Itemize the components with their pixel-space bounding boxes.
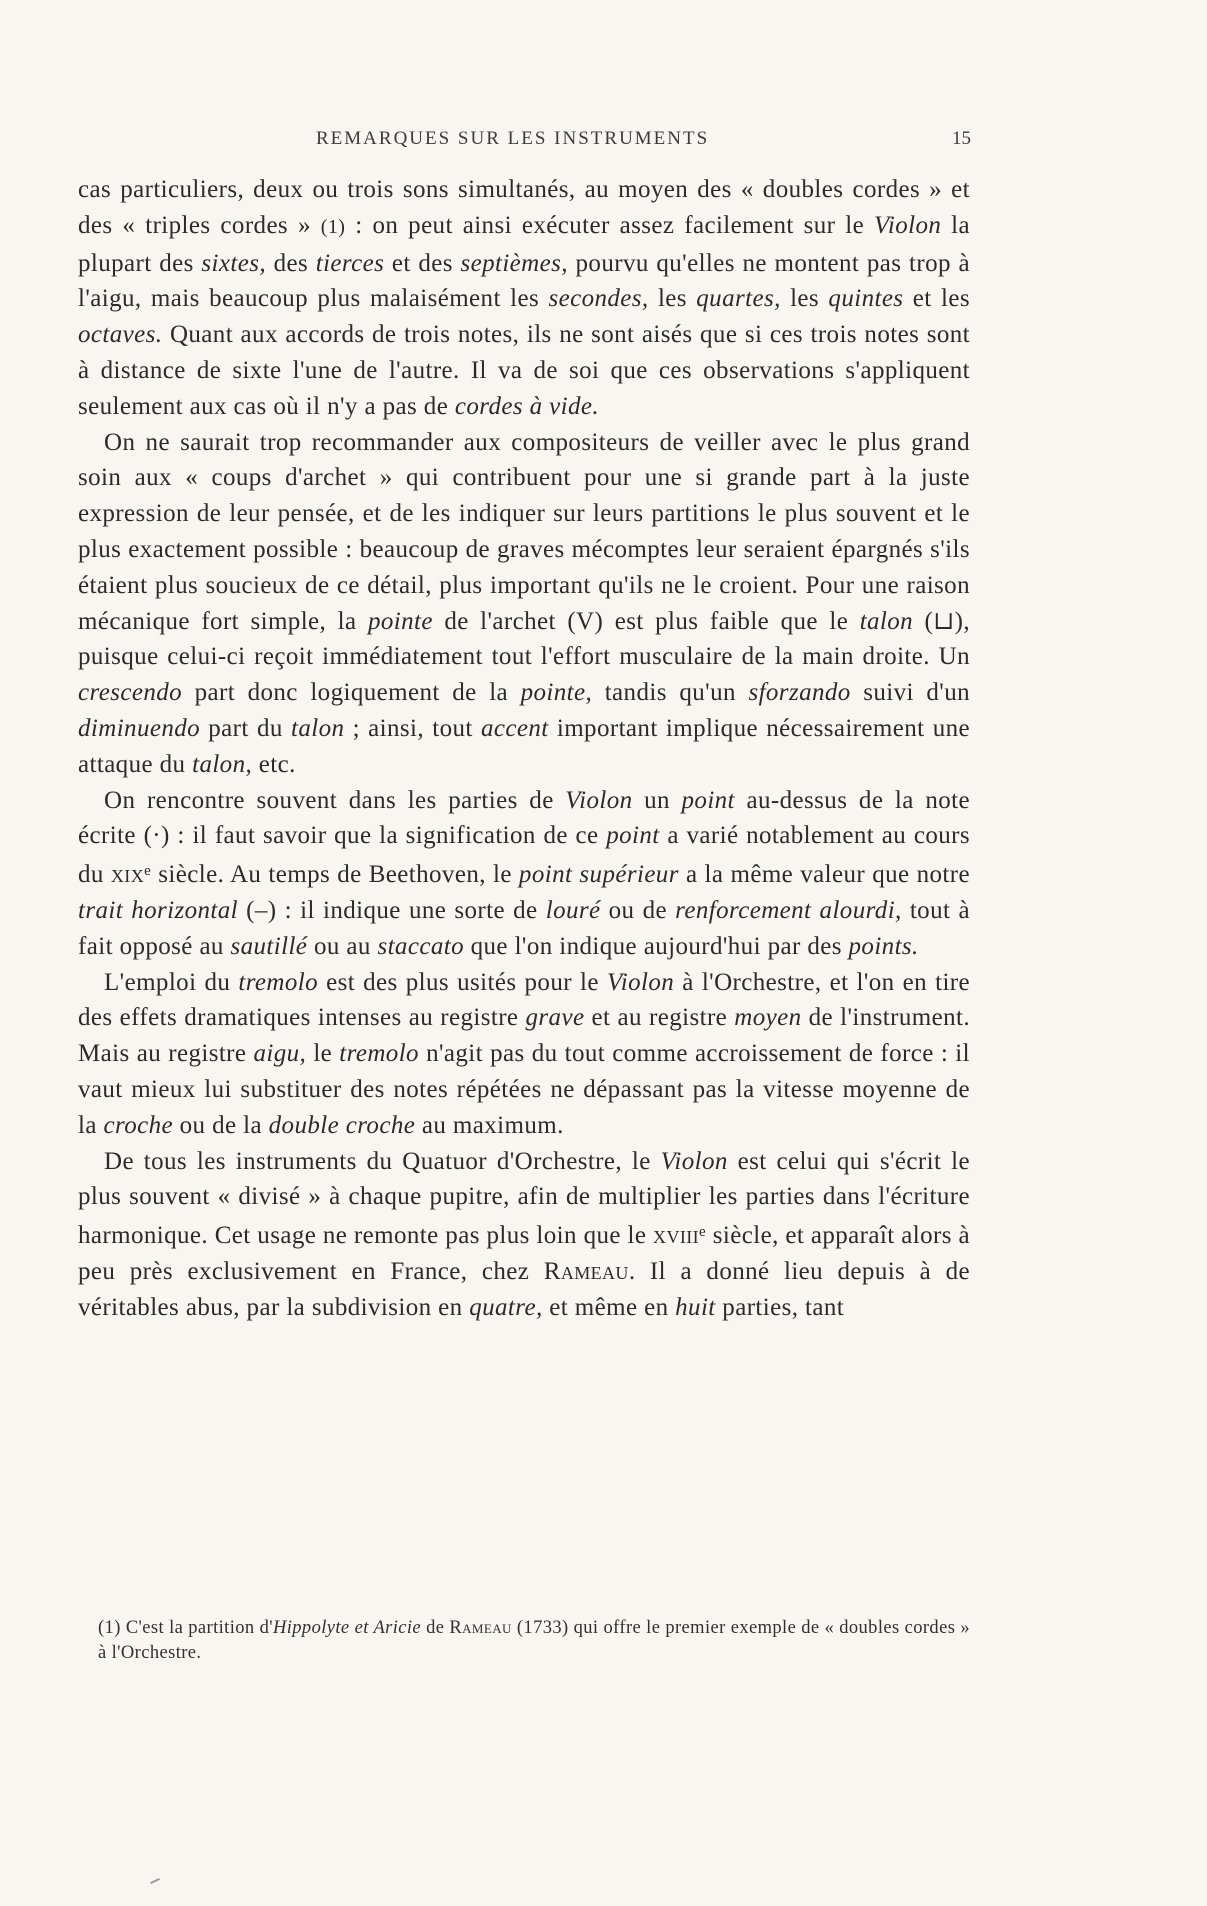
small-caps-text: Rameau xyxy=(449,1618,512,1638)
paragraph xyxy=(78,1144,970,1326)
text-run: L'emploi du xyxy=(104,968,239,996)
italic-term: talon xyxy=(290,714,345,742)
italic-term: octaves. xyxy=(78,321,163,349)
italic-term: staccato xyxy=(377,932,464,960)
italic-term: grave xyxy=(525,1004,585,1032)
paragraph xyxy=(78,783,970,965)
text-run: n'agit pas du tout comme accroissement de force : il vaut mieux lui substituer des notes répétées ne dépassant pas la vitesse moyenne de la xyxy=(78,1040,970,1139)
italic-term: Violon xyxy=(606,968,675,996)
text-run: les xyxy=(780,285,829,313)
italic-term: point supérieur xyxy=(518,861,679,889)
text-run: cas particuliers, deux ou trois sons simultanés, au moyen des « doubles cordes » et des « triples cordes » xyxy=(78,176,970,239)
italic-term: Violon xyxy=(660,1147,728,1175)
text-run: part du xyxy=(200,714,291,742)
text-run: De tous les instruments du Quatuor d'Orchestre, le xyxy=(104,1147,661,1175)
italic-term: double croche xyxy=(268,1111,416,1139)
italic-term: tremolo xyxy=(238,968,319,996)
text-run: Quant aux accords de trois notes, ils ne sont aisés que si ces trois notes sont à distance de sixte l'une de l'autre. Il va de soi que ces observations s'appliquent seulement aux cas où il n'y a pas de xyxy=(78,321,970,420)
text-run: . Il a donné lieu depuis à de véritables abus, par la subdivision en xyxy=(78,1257,970,1321)
text-run: est celui qui s'écrit le plus souvent « divisé » à chaque pupitre, afin de multiplier les parties dans l'écriture harmonique. Cet usage ne remonte pas plus loin que le xyxy=(78,1147,970,1250)
text-run: ou de xyxy=(600,896,676,924)
text-run: etc. xyxy=(252,750,296,778)
text-run: ou de la xyxy=(173,1111,269,1139)
italic-term: pointe xyxy=(367,607,433,635)
italic-term: Violon xyxy=(874,211,942,239)
italic-term: pointe, xyxy=(520,679,593,707)
text-run: et les xyxy=(903,285,970,313)
footnote xyxy=(98,1616,970,1666)
small-caps-text: xviii xyxy=(653,1222,700,1250)
italic-term: point xyxy=(681,786,735,814)
superscript: e xyxy=(144,863,152,880)
text-run: a varié notablement au cours du xyxy=(78,822,971,889)
text-run: de l'instrument. Mais au registre xyxy=(78,1004,970,1068)
text-run: (1733) qui offre le premier exemple de « doubles cordes » à l'Orchestre. xyxy=(98,1618,970,1663)
italic-term: crescendo xyxy=(78,679,183,707)
text-run: part donc logiquement de la xyxy=(182,679,521,707)
text-run: siècle, et apparaît alors à peu près exclusivement en France, chez xyxy=(78,1222,970,1285)
text-run: On rencontre souvent dans les parties de xyxy=(104,786,566,814)
body-text xyxy=(78,172,970,1326)
text-run: les xyxy=(648,285,697,313)
italic-term: point xyxy=(606,822,660,850)
text-run: tandis qu'un xyxy=(592,679,749,707)
italic-term: louré xyxy=(545,896,601,924)
text-run: a la même valeur que notre xyxy=(678,861,970,889)
italic-term: tremolo xyxy=(339,1040,419,1068)
italic-term: septièmes, xyxy=(460,249,568,277)
italic-term: aigu, xyxy=(253,1040,307,1068)
italic-term: trait horizontal xyxy=(78,896,239,924)
italic-term: quartes, xyxy=(696,285,781,313)
italic-term: quintes xyxy=(828,285,904,313)
footnote-ref: (1) xyxy=(320,215,346,238)
text-run: la plupart des xyxy=(78,211,970,277)
italic-term: Violon xyxy=(565,786,633,814)
running-head: REMARQUES SUR LES INSTRUMENTS xyxy=(316,128,710,149)
italic-term: cordes à vide. xyxy=(454,392,600,420)
italic-term: sautillé xyxy=(230,932,308,960)
text-run: suivi d'un xyxy=(850,679,970,707)
paragraph xyxy=(78,172,970,425)
italic-term: renforcement alourdi, xyxy=(675,896,902,924)
text-run: ou au xyxy=(307,932,378,960)
text-run: au-dessus de la note écrite (·) : il faut savoir que la signification de ce xyxy=(78,786,970,850)
text-run: de xyxy=(421,1618,450,1638)
italic-term: accent xyxy=(481,714,549,742)
text-run: que l'on indique aujourd'hui par des xyxy=(463,932,849,960)
italic-term: Hippolyte et Aricie xyxy=(272,1618,422,1638)
small-caps-text: xix xyxy=(110,861,145,889)
italic-term: tierces xyxy=(315,249,385,277)
italic-term: huit xyxy=(675,1293,716,1321)
italic-term: talon, xyxy=(192,750,253,778)
paragraph xyxy=(78,425,970,783)
italic-term: moyen xyxy=(734,1004,802,1032)
text-run: le xyxy=(306,1040,340,1068)
italic-term: quatre, xyxy=(469,1293,543,1321)
text-run: parties, tant xyxy=(715,1293,845,1321)
text-run: de l'archet (V) est plus faible que le xyxy=(432,607,860,635)
text-run: est des plus usités pour le xyxy=(318,968,607,996)
text-run: au maximum. xyxy=(415,1111,564,1139)
text-run: ; ainsi, tout xyxy=(344,714,481,742)
text-run: important implique nécessairement une attaque du xyxy=(78,714,971,778)
text-run: siècle. Au temps de Beethoven, le xyxy=(151,861,519,889)
italic-term: sforzando xyxy=(748,679,851,707)
stray-mark xyxy=(150,1878,160,1884)
italic-term: sixtes, xyxy=(201,249,266,277)
paragraph xyxy=(78,965,970,1144)
italic-term: talon xyxy=(859,607,914,635)
italic-term: secondes, xyxy=(548,285,649,313)
small-caps-text: Rameau xyxy=(543,1257,629,1285)
text-run: : on peut ainsi exécuter assez facilement sur le xyxy=(345,211,875,239)
text-run: et au registre xyxy=(584,1004,735,1032)
text-run: à l'Orchestre, et l'on en tire des effets dramatiques intenses au registre xyxy=(78,968,971,1032)
text-run: un xyxy=(632,786,682,814)
text-run: (–) : il indique une sorte de xyxy=(238,896,546,924)
text-run: pourvu qu'elles ne montent pas trop à l'aigu, mais beaucoup plus malaisément les xyxy=(78,249,970,313)
text-run: tout à fait opposé au xyxy=(78,896,970,960)
superscript: e xyxy=(699,1224,707,1241)
text-run: et des xyxy=(384,249,461,277)
text-run: des xyxy=(265,249,316,277)
italic-term: croche xyxy=(103,1111,173,1139)
italic-term: points. xyxy=(848,932,919,960)
text-run: (⊔), puisque celui-ci reçoit immédiatement tout l'effort musculaire de la main droite. Un xyxy=(78,607,970,671)
text-run: On ne saurait trop recommander aux compositeurs de veiller avec le plus grand soin aux « coups d'archet » qui contribuent pour une si grande part à la juste expression de leur pensée, et de les indiquer sur leurs partitions le plus souvent et le plus exactement possible : beaucoup de graves mécomptes leur seraient épargnés s'ils étaient plus soucieux de ce détail, plus important qu'ils ne le croient. Pour une raison mécanique fort simple, la xyxy=(78,428,970,635)
page-number: 15 xyxy=(952,128,971,149)
text-run: et même en xyxy=(542,1293,676,1321)
italic-term: diminuendo xyxy=(78,714,201,742)
text-run: (1) C'est la partition d' xyxy=(98,1618,273,1638)
